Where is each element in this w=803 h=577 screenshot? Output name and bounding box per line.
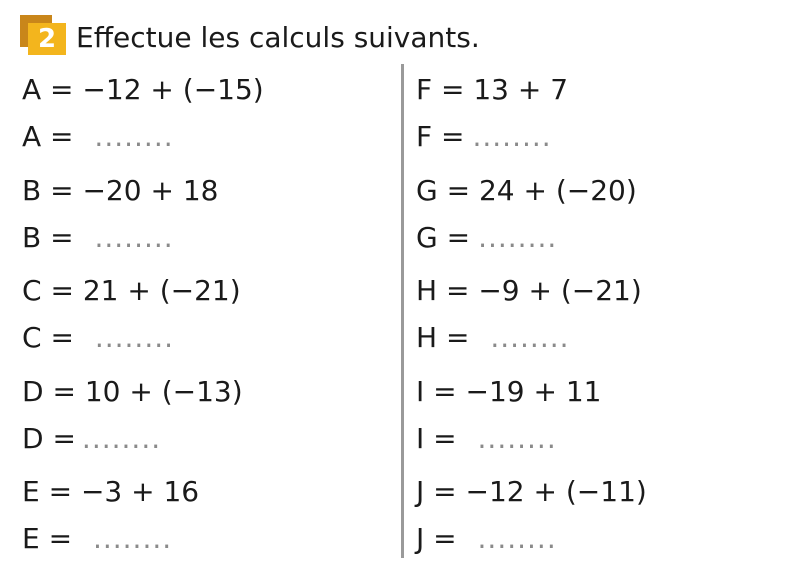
answer-blank[interactable]: ........ (94, 120, 174, 153)
answer-label: F = (416, 120, 465, 153)
left-column (22, 70, 264, 573)
answer-blank[interactable]: ........ (94, 321, 175, 354)
calc-item-b (22, 171, 264, 272)
answer-label: E = (22, 522, 81, 555)
calc-item-i (416, 372, 647, 473)
answer-blank[interactable]: ........ (477, 421, 557, 455)
calc-item-g (416, 171, 647, 272)
calc-item-a (22, 70, 264, 171)
exercise-title: Effectue les calculs suivants. (76, 21, 480, 54)
answer-label: G = (416, 220, 471, 254)
exercise-number: 2 (37, 24, 57, 54)
answer-blank[interactable]: ........ (490, 321, 570, 354)
calc-expression: F = 13 + 7 (416, 73, 569, 106)
column-divider (401, 64, 404, 558)
answer-line (416, 519, 647, 566)
answer-blank[interactable]: ........ (477, 522, 557, 555)
answer-line (22, 519, 264, 566)
answer-line (416, 117, 647, 164)
calc-item-h (416, 271, 647, 372)
calc-item-j (416, 472, 647, 573)
answer-line (22, 117, 264, 164)
calc-expression: B = −20 + 18 (22, 173, 219, 207)
answer-label: D = (22, 421, 76, 455)
answer-label: B = (22, 220, 83, 254)
answer-line (416, 419, 647, 466)
answer-line (416, 218, 647, 265)
answer-blank[interactable]: ........ (478, 220, 558, 254)
calc-expression: J = −12 + (−11) (416, 475, 647, 508)
exercise-number-badge (20, 15, 66, 55)
right-column (416, 70, 647, 573)
answer-blank[interactable]: ........ (81, 421, 162, 455)
calc-item-c (22, 271, 264, 372)
answer-label: C = (22, 321, 83, 354)
answer-line (22, 318, 264, 365)
answer-label: I = (416, 421, 466, 455)
calc-expression: E = −3 + 16 (22, 475, 200, 508)
calc-expression: I = −19 + 11 (416, 374, 602, 408)
answer-line (416, 318, 647, 365)
answer-blank[interactable]: ........ (472, 120, 552, 153)
answer-label: H = (416, 321, 479, 354)
answer-line (22, 419, 264, 466)
answer-line (22, 218, 264, 265)
calc-expression: C = 21 + (−21) (22, 274, 241, 307)
calc-item-e (22, 472, 264, 573)
answer-blank[interactable]: ........ (94, 220, 174, 254)
answer-blank[interactable]: ........ (92, 522, 173, 555)
calc-item-d (22, 372, 264, 473)
calc-expression: A = −12 + (−15) (22, 73, 264, 106)
calc-expression: G = 24 + (−20) (416, 173, 637, 207)
calc-expression: H = −9 + (−21) (416, 274, 642, 307)
calc-expression: D = 10 + (−13) (22, 374, 243, 408)
answer-label: A = (22, 120, 83, 153)
answer-label: J = (416, 522, 466, 555)
calc-item-f (416, 70, 647, 171)
